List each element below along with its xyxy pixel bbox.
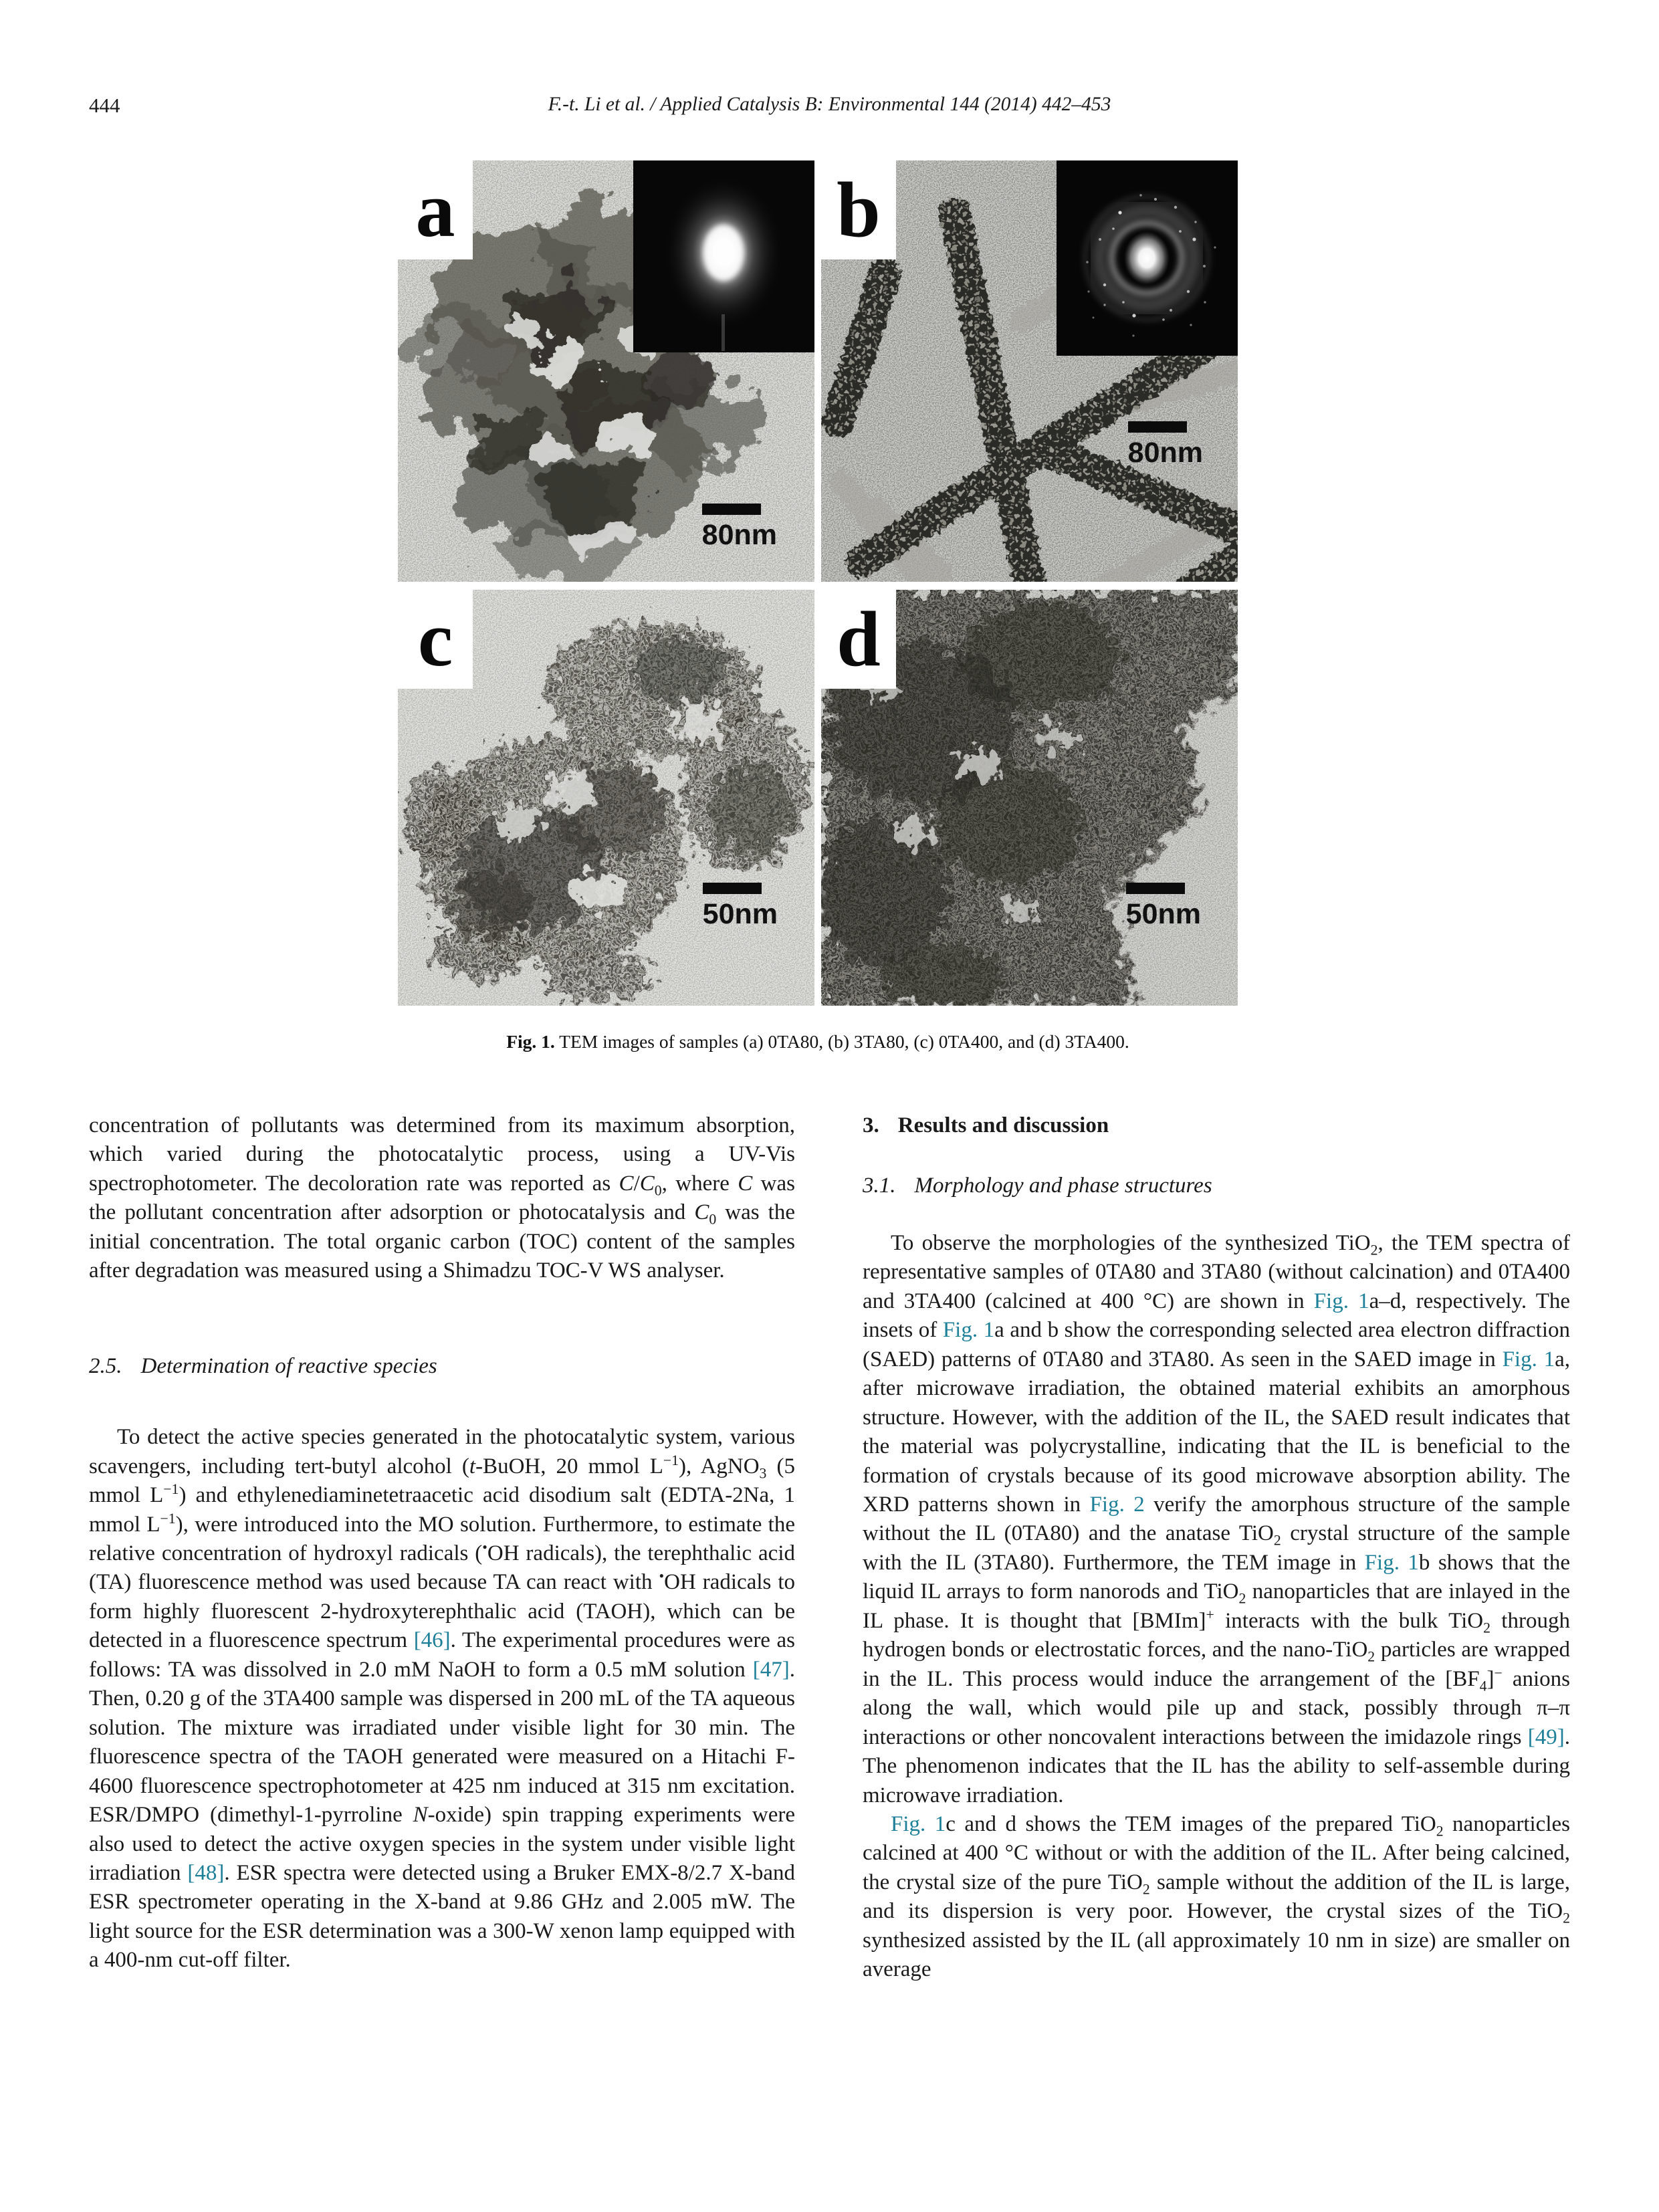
section-heading-3	[863, 1111, 1570, 1140]
tem-panel-c	[398, 590, 814, 1006]
reference-link[interactable]: Fig. 2	[1089, 1492, 1145, 1517]
scale-bar-b	[1128, 421, 1203, 469]
saed-inset-b	[1057, 160, 1238, 356]
scale-bar-d	[1126, 883, 1201, 931]
text-run-sub: 2	[1436, 1823, 1444, 1840]
section-heading-2-5	[89, 1352, 795, 1381]
page-header	[89, 94, 1570, 123]
text-run-i: N	[413, 1803, 428, 1828]
figure-caption-label: Fig. 1.	[506, 1031, 555, 1052]
text-run-sup: −1	[663, 1452, 679, 1468]
text-run-sup: −1	[163, 1481, 179, 1498]
text-run-sub: 2	[1370, 1242, 1378, 1258]
left-column	[89, 1111, 795, 1975]
figure-panels	[398, 160, 1238, 1006]
reference-link[interactable]: [48]	[187, 1860, 225, 1885]
panel-label-d: d	[821, 590, 896, 689]
text-run-sub: 3	[759, 1465, 767, 1482]
text-run-sub: 0	[654, 1182, 662, 1199]
page-number: 444	[89, 94, 120, 117]
text-run-sup: +	[1206, 1606, 1214, 1623]
text-run-sub: 2	[1238, 1590, 1246, 1607]
text-run-i: C	[619, 1171, 634, 1196]
section-number: 3.1.	[863, 1174, 896, 1198]
figure-1	[398, 160, 1238, 1052]
paragraph-morphology-1: To observe the morphologies of the synthesized TiO$_2$, the TEM spectra of representative samples of 0TA80 and 3TA80 (without calcination) and 0TA400 and 3TA400 (calcined at 400 °C) are shown in Fig. 1a–d, respectively. The insets of Fig. 1a and b show the corresponding selected area electron diffraction (SAED) patterns of 0TA80 and 3TA80. As seen in the SAED image in Fig. 1a, after microwave irradiation, the obtained material exhibits an amorphous structure. However, with the addition of the IL, the SAED result indicates that the material was polycrystalline, indicating that the IL is beneficial to the formation of crystals because of its good microwave absorption ability. The XRD patterns shown in Fig. 2 verify the amorphous structure of the sample without the IL (0TA80) and the anatase TiO$_2$ crystal structure of the sample with the IL (3TA80). Furthermore, the TEM image in Fig. 1b shows that the liquid IL arrays to form nanorods and TiO$_2$ nanoparticles that are inlayed in the IL phase. It is thought that [BMIm]+ interacts with the bulk TiO$_2$ through hydrogen bonds or electrostatic forces, and the nano-TiO$_2$ particles are wrapped in the IL. This process would induce the arrangement of the $[BF_4]^-$ anions along the wall, which would pile up and stack, possibly through π–π interactions or other noncovalent interactions between the imidazole rings [49]. The phenomenon indicates that the IL has the ability to self-assemble during microwave irradiation.	[863, 1230, 1571, 1807]
section-number: 2.5.	[89, 1353, 122, 1378]
tem-panel-a	[398, 160, 814, 582]
section-title: Morphology and phase structures	[914, 1174, 1212, 1198]
reference-link[interactable]: Fig. 1	[1313, 1289, 1369, 1313]
tem-panel-b	[821, 160, 1238, 582]
text-run-sub: 2	[1142, 1881, 1150, 1898]
text-run-i: C	[738, 1171, 753, 1196]
text-run-sub: 2	[1367, 1648, 1375, 1665]
scale-bar-a	[702, 504, 777, 552]
section-number: 3.	[863, 1113, 879, 1137]
scale-bar-line	[1128, 421, 1187, 433]
text-run-sub: 0	[709, 1211, 717, 1228]
section-heading-3-1	[863, 1172, 1570, 1200]
paragraph-methods-continued: concentration of pollutants was determined from its maximum absorption, which varied during the photocatalytic process, using a UV-Vis spectrophotometer. The decoloration rate was reported as $C/C_0$, where C was the pollutant concentration after adsorption or photocatalysis and $C_0$ was the initial concentration. The total organic carbon (TOC) content of the samples after degradation was measured using a Shimadzu TOC-V WS analyser.	[89, 1113, 796, 1283]
scale-bar-text: 80nm	[1127, 437, 1203, 469]
reference-link[interactable]: Fig. 1	[891, 1811, 946, 1836]
running-title: F.-t. Li et al. / Applied Catalysis B: Environmental 144 (2014) 442–453	[548, 94, 1111, 115]
reference-link[interactable]: [49]	[1527, 1725, 1565, 1749]
paragraph-reactive-species: To detect the active species generated in the photocatalytic system, various scavengers, including tert-butyl alcohol (t-BuOH, 20 mmol $L^{-1}$), AgNO$_3$ (5 mmol $L^{-1}$) and ethylenediaminetetraacetic acid disodium salt (EDTA-2Na, 1 mmol $L^{-1}$), were introduced into the MO solution. Furthermore, to estimate the relative concentration of hydroxyl radicals (•OH radicals), the terephthalic acid (TA) fluorescence method was used because TA can react with •OH radicals to form highly fluorescent 2-hydroxyterephthalic acid (TAOH), which can be detected in a fluorescence spectrum [46]. The experimental procedures were as follows: TA was dissolved in 2.0 mM NaOH to form a 0.5 mM solution [47]. Then, 0.20 g of the 3TA400 sample was dispersed in 200 mL of the TA aqueous solution. The mixture was irradiated under visible light for 30 min. The fluorescence spectra of the TAOH generated were measured on a Hitachi F-4600 fluorescence spectrophotometer at 425 nm induced at 315 nm excitation. ESR/DMPO (dimethyl-1-pyrroline N-oxide) spin trapping experiments were also used to detect the active oxygen species in the system under visible light irradiation [48]. ESR spectra were detected using a Bruker EMX-8/2.7 X-band ESR spectrometer operating in the X-band at 9.86 GHz and 2.005 mW. The light source for the ESR determination was a 300-W xenon lamp equipped with a 400-nm cut-off filter.	[89, 1425, 796, 1973]
tem-panel-d	[821, 590, 1238, 1006]
scale-bar-text: 80nm	[701, 519, 777, 551]
scale-bar-c	[703, 883, 778, 931]
section-title: Determination of reactive species	[140, 1353, 437, 1378]
scale-bar-text: 50nm	[702, 898, 778, 930]
text-run-sub: 2	[1273, 1533, 1281, 1549]
text-run-i: C	[639, 1171, 655, 1196]
paragraph-morphology-2: Fig. 1c and d shows the TEM images of the prepared TiO$_2$ nanoparticles calcined at 400 °C without or with the addition of the IL. After being calcined, the crystal size of the pure TiO$_2$ sample without the addition of the IL is large, and its dispersion is very poor. However, the crystal sizes of the TiO$_2$ synthesized assisted by the IL (all approximately 10 nm in size) are smaller on average	[863, 1811, 1570, 1982]
text-run-sup: −	[1494, 1664, 1503, 1681]
text-run-sup: •	[482, 1539, 487, 1555]
text-run-i: C	[694, 1200, 709, 1225]
figure-caption	[398, 1031, 1238, 1053]
reference-link[interactable]: [46]	[413, 1628, 451, 1653]
text-run-sub: 2	[1563, 1910, 1570, 1926]
reference-link[interactable]: Fig. 1	[942, 1318, 995, 1343]
text-run-sup: −1	[160, 1510, 176, 1527]
scale-bar-line	[1126, 883, 1185, 894]
scale-bar-line	[703, 883, 762, 894]
text-run-sub: 4	[1479, 1678, 1487, 1694]
panel-label-c: c	[398, 590, 473, 689]
right-column	[863, 1111, 1570, 1985]
figure-caption-text: TEM images of samples (a) 0TA80, (b) 3TA80, (c) 0TA400, and (d) 3TA400.	[559, 1031, 1129, 1052]
reference-link[interactable]: [47]	[752, 1657, 790, 1682]
reference-link[interactable]: Fig. 1	[1502, 1347, 1555, 1371]
panel-label-b: b	[821, 160, 896, 259]
text-run-i: t	[469, 1454, 476, 1478]
text-run-sub: 2	[1483, 1620, 1491, 1636]
saed-inset-a	[633, 160, 814, 352]
reference-link[interactable]: Fig. 1	[1364, 1550, 1419, 1575]
text-run-sup: •	[659, 1568, 665, 1585]
scale-bar-text: 50nm	[1125, 898, 1201, 930]
panel-label-a: a	[398, 160, 473, 259]
section-title: Results and discussion	[897, 1113, 1109, 1137]
scale-bar-line	[702, 504, 761, 515]
